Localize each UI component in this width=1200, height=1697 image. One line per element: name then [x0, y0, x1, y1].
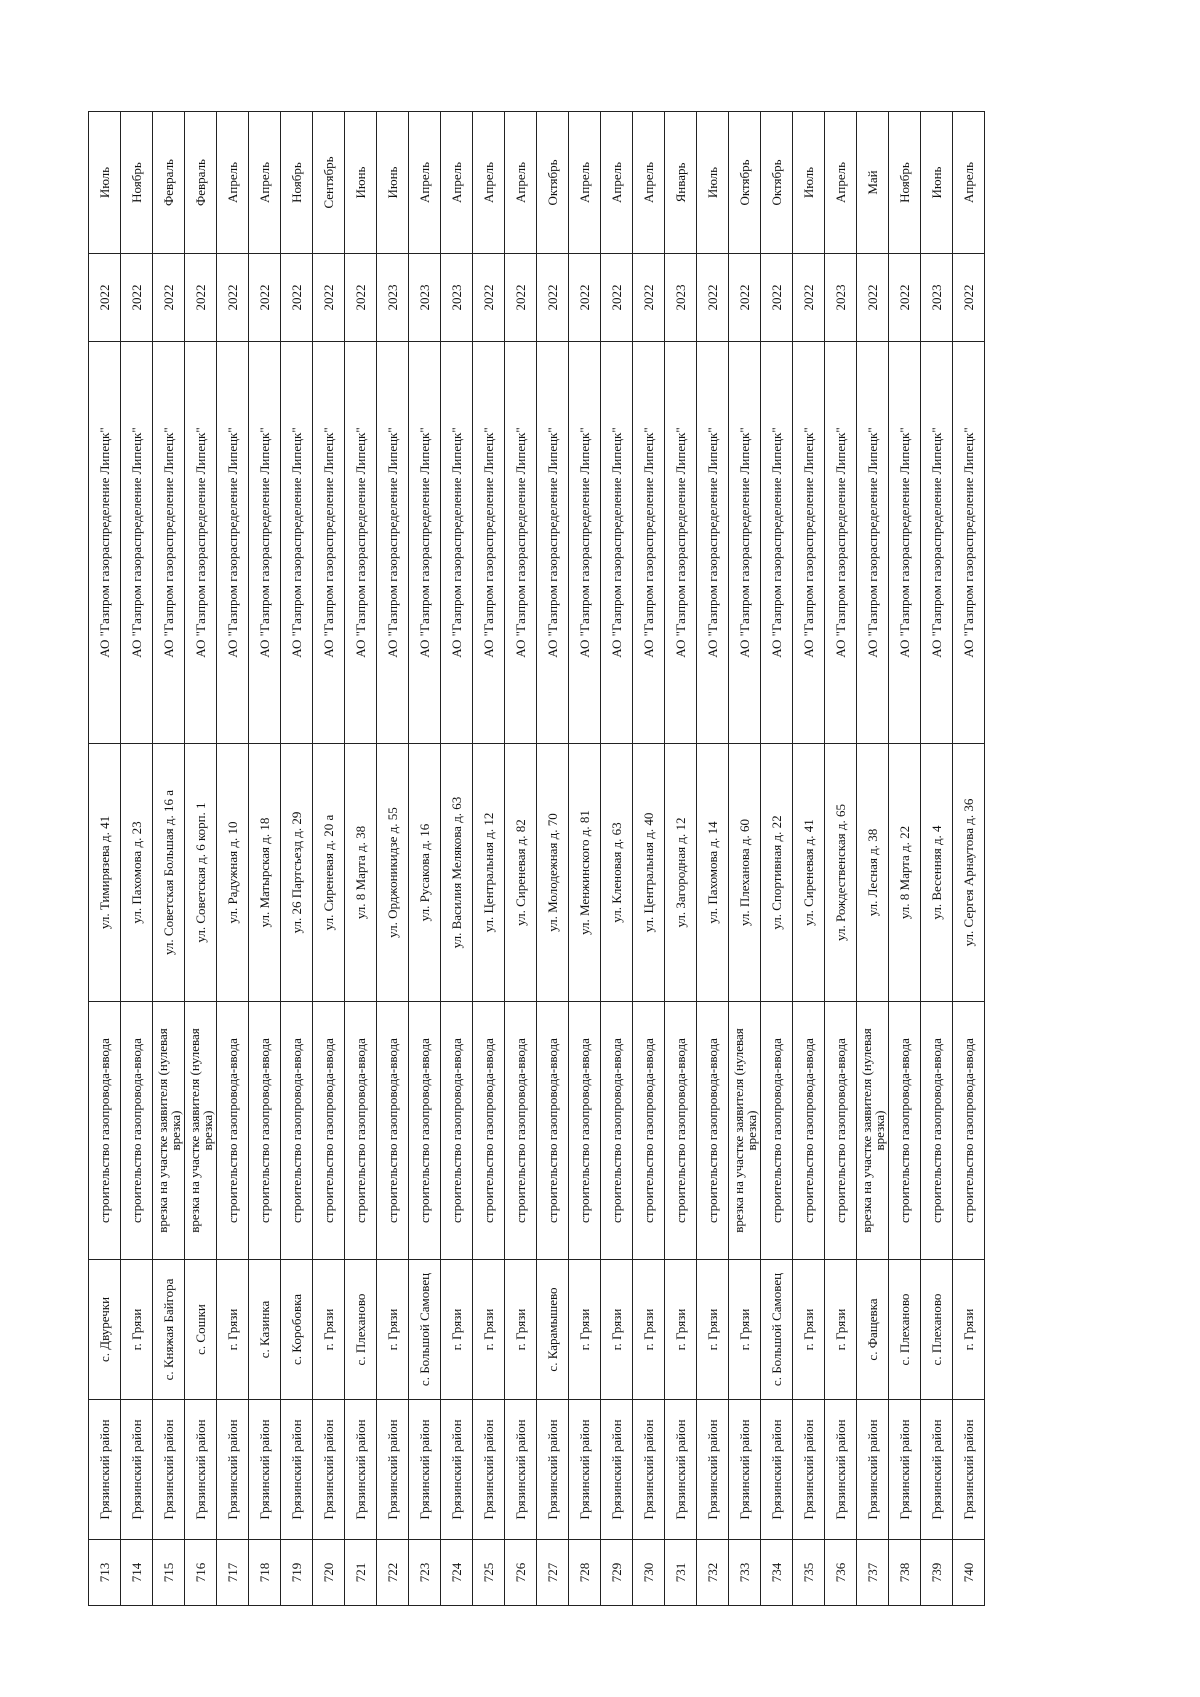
table-row — [761, 112, 793, 1606]
year-cell: 2022 — [729, 254, 761, 342]
locality-cell: с. Большой Самовец — [761, 1260, 793, 1400]
month-cell: Апрель — [633, 112, 665, 254]
organization-cell: АО "Газпром газораспределение Липецк" — [857, 342, 889, 744]
locality-cell: г. Грязи — [569, 1260, 601, 1400]
table-row — [441, 112, 473, 1606]
table-row — [569, 112, 601, 1606]
locality-cell: г. Грязи — [473, 1260, 505, 1400]
organization-cell: АО "Газпром газораспределение Липецк" — [537, 342, 569, 744]
locality-cell: г. Грязи — [729, 1260, 761, 1400]
organization-cell: АО "Газпром газораспределение Липецк" — [889, 342, 921, 744]
table-row — [217, 112, 249, 1606]
district-cell: Грязинский район — [89, 1400, 121, 1540]
table-row — [153, 112, 185, 1606]
district-cell: Грязинский район — [729, 1400, 761, 1540]
row-number-cell: 718 — [249, 1540, 281, 1606]
organization-cell: АО "Газпром газораспределение Липецк" — [665, 342, 697, 744]
district-cell: Грязинский район — [697, 1400, 729, 1540]
month-cell: Апрель — [601, 112, 633, 254]
month-cell: Май — [857, 112, 889, 254]
organization-cell: АО "Газпром газораспределение Липецк" — [921, 342, 953, 744]
table-row — [505, 112, 537, 1606]
month-cell: Апрель — [409, 112, 441, 254]
table-row — [633, 112, 665, 1606]
locality-cell: г. Грязи — [505, 1260, 537, 1400]
locality-cell: с. Большой Самовец — [409, 1260, 441, 1400]
table-row — [345, 112, 377, 1606]
year-cell: 2022 — [281, 254, 313, 342]
table-row — [537, 112, 569, 1606]
organization-cell: АО "Газпром газораспределение Липецк" — [89, 342, 121, 744]
row-number-cell: 740 — [953, 1540, 985, 1606]
locality-cell: г. Грязи — [377, 1260, 409, 1400]
work-type-cell: врезка на участке заявителя (нулевая врезка) — [857, 1002, 889, 1260]
table-row — [313, 112, 345, 1606]
year-cell: 2022 — [153, 254, 185, 342]
organization-cell: АО "Газпром газораспределение Липецк" — [185, 342, 217, 744]
district-cell: Грязинский район — [313, 1400, 345, 1540]
address-cell: ул. Спортивная д. 22 — [761, 744, 793, 1002]
table-row — [377, 112, 409, 1606]
work-type-cell: строительство газопровода-ввода — [409, 1002, 441, 1260]
work-type-cell: строительство газопровода-ввода — [569, 1002, 601, 1260]
address-cell: ул. Центральная д. 40 — [633, 744, 665, 1002]
locality-cell: г. Грязи — [313, 1260, 345, 1400]
row-number-cell: 725 — [473, 1540, 505, 1606]
district-cell: Грязинский район — [345, 1400, 377, 1540]
table-row — [857, 112, 889, 1606]
district-cell: Грязинский район — [793, 1400, 825, 1540]
row-number-cell: 717 — [217, 1540, 249, 1606]
district-cell: Грязинский район — [601, 1400, 633, 1540]
month-cell: Апрель — [953, 112, 985, 254]
row-number-cell: 715 — [153, 1540, 185, 1606]
address-cell: ул. Лесная д. 38 — [857, 744, 889, 1002]
gasification-table — [88, 111, 985, 1606]
year-cell: 2022 — [121, 254, 153, 342]
locality-cell: с. Двуречки — [89, 1260, 121, 1400]
year-cell: 2022 — [473, 254, 505, 342]
locality-cell: с. Сошки — [185, 1260, 217, 1400]
month-cell: Июль — [793, 112, 825, 254]
work-type-cell: строительство газопровода-ввода — [537, 1002, 569, 1260]
work-type-cell: строительство газопровода-ввода — [377, 1002, 409, 1260]
row-number-cell: 735 — [793, 1540, 825, 1606]
work-type-cell: строительство газопровода-ввода — [121, 1002, 153, 1260]
district-cell: Грязинский район — [153, 1400, 185, 1540]
organization-cell: АО "Газпром газораспределение Липецк" — [121, 342, 153, 744]
organization-cell: АО "Газпром газораспределение Липецк" — [441, 342, 473, 744]
table-row — [889, 112, 921, 1606]
work-type-cell: врезка на участке заявителя (нулевая врезка) — [185, 1002, 217, 1260]
district-cell: Грязинский район — [217, 1400, 249, 1540]
address-cell: ул. Орджоникидзе д. 55 — [377, 744, 409, 1002]
row-number-cell: 728 — [569, 1540, 601, 1606]
row-number-cell: 721 — [345, 1540, 377, 1606]
table-row — [793, 112, 825, 1606]
month-cell: Октябрь — [761, 112, 793, 254]
year-cell: 2023 — [921, 254, 953, 342]
work-type-cell: строительство газопровода-ввода — [633, 1002, 665, 1260]
row-number-cell: 714 — [121, 1540, 153, 1606]
work-type-cell: строительство газопровода-ввода — [825, 1002, 857, 1260]
district-cell: Грязинский район — [569, 1400, 601, 1540]
row-number-cell: 734 — [761, 1540, 793, 1606]
month-cell: Октябрь — [537, 112, 569, 254]
year-cell: 2023 — [377, 254, 409, 342]
year-cell: 2022 — [569, 254, 601, 342]
organization-cell: АО "Газпром газораспределение Липецк" — [345, 342, 377, 744]
table-row — [121, 112, 153, 1606]
organization-cell: АО "Газпром газораспределение Липецк" — [825, 342, 857, 744]
address-cell: ул. Сиреневая д. 20 а — [313, 744, 345, 1002]
year-cell: 2022 — [217, 254, 249, 342]
year-cell: 2022 — [761, 254, 793, 342]
organization-cell: АО "Газпром газораспределение Липецк" — [569, 342, 601, 744]
month-cell: Апрель — [217, 112, 249, 254]
month-cell: Январь — [665, 112, 697, 254]
organization-cell: АО "Газпром газораспределение Липецк" — [473, 342, 505, 744]
year-cell: 2022 — [537, 254, 569, 342]
year-cell: 2022 — [345, 254, 377, 342]
row-number-cell: 723 — [409, 1540, 441, 1606]
organization-cell: АО "Газпром газораспределение Липецк" — [729, 342, 761, 744]
row-number-cell: 730 — [633, 1540, 665, 1606]
row-number-cell: 724 — [441, 1540, 473, 1606]
row-number-cell: 729 — [601, 1540, 633, 1606]
organization-cell: АО "Газпром газораспределение Липецк" — [505, 342, 537, 744]
district-cell: Грязинский район — [249, 1400, 281, 1540]
locality-cell: г. Грязи — [601, 1260, 633, 1400]
district-cell: Грязинский район — [281, 1400, 313, 1540]
table-row — [697, 112, 729, 1606]
work-type-cell: строительство газопровода-ввода — [761, 1002, 793, 1260]
year-cell: 2023 — [665, 254, 697, 342]
month-cell: Июль — [89, 112, 121, 254]
organization-cell: АО "Газпром газораспределение Липецк" — [697, 342, 729, 744]
work-type-cell: строительство газопровода-ввода — [217, 1002, 249, 1260]
locality-cell: г. Грязи — [441, 1260, 473, 1400]
district-cell: Грязинский район — [185, 1400, 217, 1540]
district-cell: Грязинский район — [409, 1400, 441, 1540]
month-cell: Апрель — [569, 112, 601, 254]
work-type-cell: строительство газопровода-ввода — [665, 1002, 697, 1260]
table-row — [473, 112, 505, 1606]
table-row — [921, 112, 953, 1606]
year-cell: 2022 — [633, 254, 665, 342]
table-row — [89, 112, 121, 1606]
organization-cell: АО "Газпром газораспределение Липецк" — [761, 342, 793, 744]
address-cell: ул. Сиреневая д. 82 — [505, 744, 537, 1002]
year-cell: 2022 — [185, 254, 217, 342]
month-cell: Апрель — [825, 112, 857, 254]
address-cell: ул. Пахомова д. 14 — [697, 744, 729, 1002]
locality-cell: с. Плеханово — [889, 1260, 921, 1400]
locality-cell: с. Плеханово — [345, 1260, 377, 1400]
locality-cell: с. Фащевка — [857, 1260, 889, 1400]
year-cell: 2022 — [953, 254, 985, 342]
year-cell: 2022 — [697, 254, 729, 342]
month-cell: Ноябрь — [281, 112, 313, 254]
address-cell: ул. Василия Мелякова д. 63 — [441, 744, 473, 1002]
district-cell: Грязинский район — [121, 1400, 153, 1540]
table-body — [89, 112, 985, 1606]
address-cell: ул. 8 Марта д. 38 — [345, 744, 377, 1002]
locality-cell: г. Грязи — [953, 1260, 985, 1400]
locality-cell: г. Грязи — [633, 1260, 665, 1400]
row-number-cell: 733 — [729, 1540, 761, 1606]
month-cell: Апрель — [473, 112, 505, 254]
table-row — [953, 112, 985, 1606]
year-cell: 2023 — [409, 254, 441, 342]
organization-cell: АО "Газпром газораспределение Липецк" — [953, 342, 985, 744]
district-cell: Грязинский район — [665, 1400, 697, 1540]
locality-cell: г. Грязи — [825, 1260, 857, 1400]
work-type-cell: строительство газопровода-ввода — [313, 1002, 345, 1260]
table-row — [409, 112, 441, 1606]
year-cell: 2023 — [825, 254, 857, 342]
district-cell: Грязинский район — [377, 1400, 409, 1540]
organization-cell: АО "Газпром газораспределение Липецк" — [409, 342, 441, 744]
month-cell: Сентябрь — [313, 112, 345, 254]
row-number-cell: 736 — [825, 1540, 857, 1606]
row-number-cell: 726 — [505, 1540, 537, 1606]
district-cell: Грязинский район — [825, 1400, 857, 1540]
address-cell: ул. Матырская д. 18 — [249, 744, 281, 1002]
address-cell: ул. Плеханова д. 60 — [729, 744, 761, 1002]
organization-cell: АО "Газпром газораспределение Липецк" — [153, 342, 185, 744]
table-row — [665, 112, 697, 1606]
address-cell: ул. Кленовая д. 63 — [601, 744, 633, 1002]
locality-cell: г. Грязи — [793, 1260, 825, 1400]
month-cell: Ноябрь — [889, 112, 921, 254]
year-cell: 2022 — [313, 254, 345, 342]
row-number-cell: 731 — [665, 1540, 697, 1606]
locality-cell: г. Грязи — [121, 1260, 153, 1400]
table-row — [601, 112, 633, 1606]
address-cell: ул. Сергея Арнаутова д. 36 — [953, 744, 985, 1002]
year-cell: 2022 — [505, 254, 537, 342]
month-cell: Апрель — [505, 112, 537, 254]
row-number-cell: 720 — [313, 1540, 345, 1606]
row-number-cell: 737 — [857, 1540, 889, 1606]
work-type-cell: врезка на участке заявителя (нулевая врезка) — [153, 1002, 185, 1260]
address-cell: ул. Молодежная д. 70 — [537, 744, 569, 1002]
work-type-cell: строительство газопровода-ввода — [697, 1002, 729, 1260]
work-type-cell: строительство газопровода-ввода — [505, 1002, 537, 1260]
work-type-cell: строительство газопровода-ввода — [249, 1002, 281, 1260]
address-cell: ул. Рождественская д. 65 — [825, 744, 857, 1002]
year-cell: 2022 — [249, 254, 281, 342]
address-cell: ул. Советская д. 6 корп. 1 — [185, 744, 217, 1002]
month-cell: Апрель — [441, 112, 473, 254]
work-type-cell: строительство газопровода-ввода — [473, 1002, 505, 1260]
address-cell: ул. 26 Партсъезд д. 29 — [281, 744, 313, 1002]
address-cell: ул. Радужная д. 10 — [217, 744, 249, 1002]
row-number-cell: 719 — [281, 1540, 313, 1606]
address-cell: ул. 8 Марта д. 22 — [889, 744, 921, 1002]
district-cell: Грязинский район — [921, 1400, 953, 1540]
address-cell: ул. Тимирязева д. 41 — [89, 744, 121, 1002]
district-cell: Грязинский район — [889, 1400, 921, 1540]
month-cell: Апрель — [249, 112, 281, 254]
work-type-cell: строительство газопровода-ввода — [921, 1002, 953, 1260]
district-cell: Грязинский район — [537, 1400, 569, 1540]
address-cell: ул. Весенняя д. 4 — [921, 744, 953, 1002]
work-type-cell: строительство газопровода-ввода — [793, 1002, 825, 1260]
month-cell: Октябрь — [729, 112, 761, 254]
locality-cell: с. Казинка — [249, 1260, 281, 1400]
year-cell: 2022 — [601, 254, 633, 342]
district-cell: Грязинский район — [953, 1400, 985, 1540]
locality-cell: с. Княжая Байгора — [153, 1260, 185, 1400]
rotated-table-wrapper — [88, 112, 985, 1606]
month-cell: Июнь — [921, 112, 953, 254]
organization-cell: АО "Газпром газораспределение Липецк" — [217, 342, 249, 744]
locality-cell: с. Коробовка — [281, 1260, 313, 1400]
year-cell: 2022 — [857, 254, 889, 342]
organization-cell: АО "Газпром газораспределение Липецк" — [601, 342, 633, 744]
district-cell: Грязинский район — [441, 1400, 473, 1540]
row-number-cell: 713 — [89, 1540, 121, 1606]
table-row — [249, 112, 281, 1606]
address-cell: ул. Русакова д. 16 — [409, 744, 441, 1002]
organization-cell: АО "Газпром газораспределение Липецк" — [249, 342, 281, 744]
district-cell: Грязинский район — [505, 1400, 537, 1540]
row-number-cell: 722 — [377, 1540, 409, 1606]
work-type-cell: строительство газопровода-ввода — [281, 1002, 313, 1260]
work-type-cell: строительство газопровода-ввода — [889, 1002, 921, 1260]
year-cell: 2022 — [889, 254, 921, 342]
month-cell: Февраль — [185, 112, 217, 254]
work-type-cell: строительство газопровода-ввода — [345, 1002, 377, 1260]
month-cell: Июнь — [345, 112, 377, 254]
organization-cell: АО "Газпром газораспределение Липецк" — [281, 342, 313, 744]
year-cell: 2022 — [89, 254, 121, 342]
work-type-cell: строительство газопровода-ввода — [601, 1002, 633, 1260]
address-cell: ул. Пахомова д. 23 — [121, 744, 153, 1002]
locality-cell: г. Грязи — [697, 1260, 729, 1400]
year-cell: 2023 — [441, 254, 473, 342]
table-row — [729, 112, 761, 1606]
month-cell: Февраль — [153, 112, 185, 254]
address-cell: ул. Центральная д. 12 — [473, 744, 505, 1002]
address-cell: ул. Советская Большая д. 16 а — [153, 744, 185, 1002]
district-cell: Грязинский район — [473, 1400, 505, 1540]
table-row — [281, 112, 313, 1606]
month-cell: Июнь — [377, 112, 409, 254]
district-cell: Грязинский район — [857, 1400, 889, 1540]
organization-cell: АО "Газпром газораспределение Липецк" — [633, 342, 665, 744]
address-cell: ул. Менжинского д. 81 — [569, 744, 601, 1002]
work-type-cell: строительство газопровода-ввода — [89, 1002, 121, 1260]
work-type-cell: строительство газопровода-ввода — [441, 1002, 473, 1260]
row-number-cell: 732 — [697, 1540, 729, 1606]
district-cell: Грязинский район — [761, 1400, 793, 1540]
locality-cell: с. Карамышево — [537, 1260, 569, 1400]
work-type-cell: врезка на участке заявителя (нулевая врезка) — [729, 1002, 761, 1260]
organization-cell: АО "Газпром газораспределение Липецк" — [313, 342, 345, 744]
district-cell: Грязинский район — [633, 1400, 665, 1540]
organization-cell: АО "Газпром газораспределение Липецк" — [793, 342, 825, 744]
month-cell: Июль — [697, 112, 729, 254]
row-number-cell: 738 — [889, 1540, 921, 1606]
row-number-cell: 727 — [537, 1540, 569, 1606]
row-number-cell: 739 — [921, 1540, 953, 1606]
table-row — [185, 112, 217, 1606]
address-cell: ул. Сиреневая д. 41 — [793, 744, 825, 1002]
locality-cell: с. Плеханово — [921, 1260, 953, 1400]
address-cell: ул. Загородная д. 12 — [665, 744, 697, 1002]
month-cell: Ноябрь — [121, 112, 153, 254]
work-type-cell: строительство газопровода-ввода — [953, 1002, 985, 1260]
locality-cell: г. Грязи — [217, 1260, 249, 1400]
organization-cell: АО "Газпром газораспределение Липецк" — [377, 342, 409, 744]
locality-cell: г. Грязи — [665, 1260, 697, 1400]
year-cell: 2022 — [793, 254, 825, 342]
table-row — [825, 112, 857, 1606]
row-number-cell: 716 — [185, 1540, 217, 1606]
